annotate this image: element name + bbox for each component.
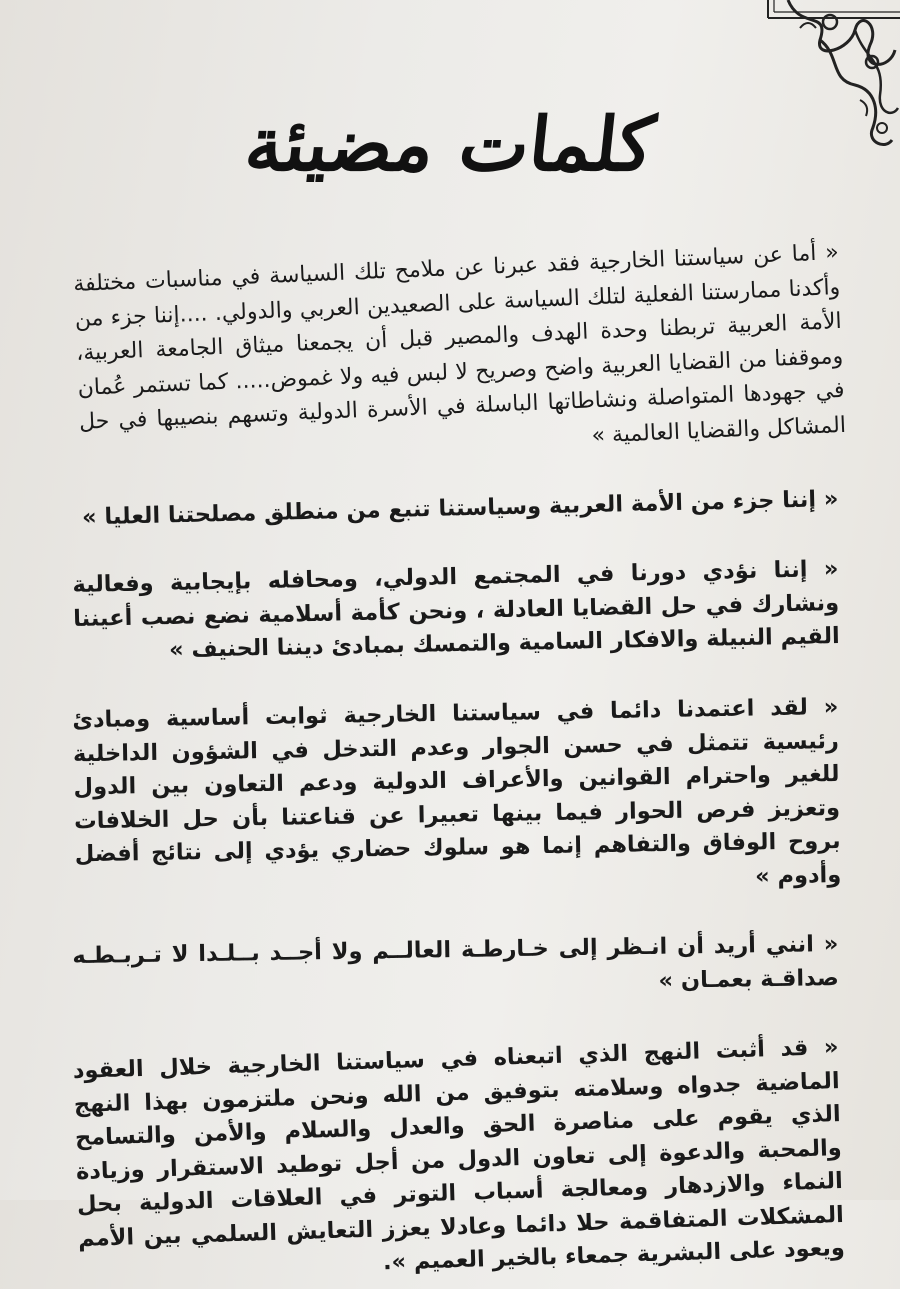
title-block bbox=[230, 102, 670, 188]
paragraph: « لقد اعتمدنا دائما في سياستنا الخارجية ثوابت أساسية ومبادئ رئيسية تتمثل في حسن الجوار وعدم التدخل في الشؤون الداخلية للغير واحترام القوانين والأعراف الدولية ودعم التعاون بين الدول وتعزيز فرص الحوار فيما بينها تعبيرا عن قناعتنا بأن حل الخلافات بروح الوفاق والتفاهم إنما هو سلوك حضاري يؤدي إلى نتائج أفضل وأدوم » bbox=[72, 693, 842, 889]
paragraph: « إننا جزء من الأمة العربية وسياستنا تنبع من منطلق مصلحتنا العليا » bbox=[81, 485, 839, 531]
paragraph: « انني أريد أن انـظر إلى خـارطـة العالــم ولا أجــد بــلـدا لا تـربـطـه صداقـة بعمـان » bbox=[72, 930, 839, 994]
corner-ornament bbox=[760, 0, 900, 160]
quotes-body bbox=[72, 236, 847, 1276]
paragraph: « أما عن سياستنا الخارجية فقد عبرنا عن ملامح تلك السياسة في مناسبات مختلفة وأكدنا ممارستنا الفعلية لتلك السياسة على الصعيدين العربي والدولي. ....إننا جزء من الأمة العربية تربطنا وحدة الهدف والمصير قبل أن يجمعنا ميثاق الجامعة العربية، وموقفنا من القضايا العربية واضح وصريح لا لبس فيه ولا غموض..... كما تستمر عُمان في جهودها المتواصلة ونشاطاتها الباسلة في الأسرة الدولية وتسهم بنصيبها في حل المشاكل والقضايا العالمية » bbox=[72, 239, 847, 448]
page-title: كلمات مضيئة bbox=[241, 102, 659, 188]
paragraph: « قد أثبت النهج الذي اتبعناه في سياستنا الخارجية خلال العقود الماضية جدواه وسلامته بتوفيق من الله ونحن ملتزمون بهذا النهج الذي يقوم على مناصرة الحق والعدل والسلام والأمن والتسامح والمحبة والدعوة إلى تعاون الدول من أجل توطيد الاستقرار وزيادة النماء والازدهار ومعالجة أسباب التوتر في العلاقات الدولية بحل المشكلات المتفاقمة حلا دائما وعادلا يعزز التعايش السلمي بين الأمم ويعود على البشرية جمعاء بالخير العميم ». bbox=[72, 1033, 846, 1276]
paragraph: « إننا نؤدي دورنا في المجتمع الدولي، ومحافله بإيجابية وفعالية ونشارك في حل القضايا العادلة ، ونحن كأمة أسلامية نضع نصب أعيننا القيم النبيلة والافكار السامية والتمسك بمبادئ ديننا الحنيف » bbox=[72, 555, 841, 663]
